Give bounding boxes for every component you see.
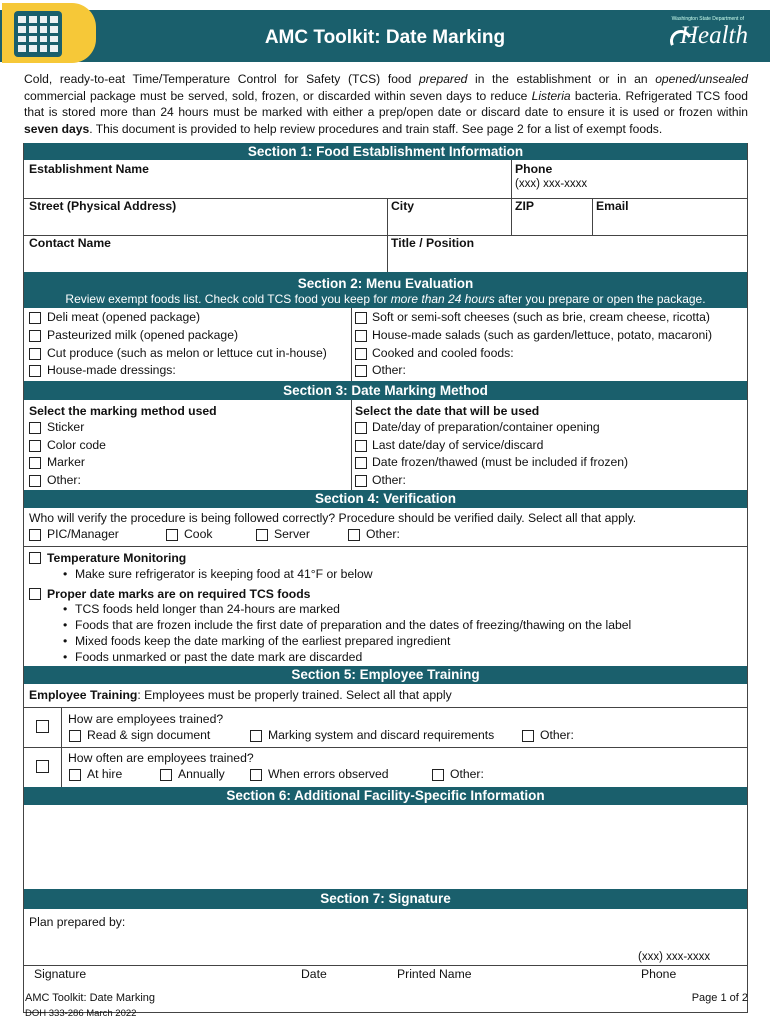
section-3-header: Section 3: Date Marking Method xyxy=(24,381,747,400)
training-frequency-question: How often are employees trained? xyxy=(68,751,254,765)
option-soft-cheeses: Soft or semi-soft cheeses (such as brie, cream cheese, ricotta) xyxy=(372,310,710,324)
option-frozen-date: Date frozen/thawed (must be included if frozen) xyxy=(372,455,629,469)
footer-doc-number: DOH 333-286 March 2022 xyxy=(25,1008,137,1019)
option-marking-system: Marking system and discard requirements xyxy=(268,728,495,742)
option-cook: Cook xyxy=(184,527,213,541)
footer-page-number: Page 1 of 2 xyxy=(691,992,748,1004)
signature-phone-format: (xxx) xxx-xxxx xyxy=(638,951,711,963)
checkbox-training-method[interactable] xyxy=(36,720,49,733)
intro-paragraph: Cold, ready-to-eat Time/Temperature Control for Safety (TCS) food prepared in the establishment or in an opened/unsealed commercial package must be served, sold, frozen, or discarded within seven days to reduce Listeria bacteria. Refrigerated TCS food that is stored more than 24 hours must be marked with either a prep/open date or discard date to ensure it is used or frozen within seven days. This document is provided to help review procedures and train staff. See page 2 for a list of exempt foods. xyxy=(24,72,748,136)
section-5-header: Section 5: Employee Training xyxy=(24,666,747,684)
checkbox-marker[interactable] xyxy=(29,457,41,469)
option-house-made-dressings: House-made dressings: xyxy=(47,363,176,377)
checkbox-other-training[interactable] xyxy=(522,730,534,742)
checkbox-other-date[interactable] xyxy=(355,475,367,487)
checkbox-deli-meat[interactable] xyxy=(29,312,41,324)
option-read-sign: Read & sign document xyxy=(87,728,211,742)
option-other-verifier: Other: xyxy=(366,527,400,541)
option-marker: Marker xyxy=(47,455,85,469)
option-at-hire: At hire xyxy=(87,767,123,781)
option-prep-date: Date/day of preparation/container opening xyxy=(372,420,600,434)
checkbox-color-code[interactable] xyxy=(29,440,41,452)
zip-label[interactable]: ZIP xyxy=(515,199,534,213)
checkbox-prep-date[interactable] xyxy=(355,422,367,434)
checkbox-pasteurized-milk[interactable] xyxy=(29,330,41,342)
checkbox-read-sign[interactable] xyxy=(69,730,81,742)
signature-phone-label[interactable]: Phone xyxy=(641,967,677,981)
checkbox-marking-system[interactable] xyxy=(250,730,262,742)
checkbox-training-frequency[interactable] xyxy=(36,760,49,773)
checkbox-other-menu[interactable] xyxy=(355,365,367,377)
section-7-header: Section 7: Signature xyxy=(24,889,747,909)
page-title: AMC Toolkit: Date Marking xyxy=(264,27,506,48)
checkbox-temperature-monitoring[interactable] xyxy=(29,552,41,564)
option-other-menu: Other: xyxy=(372,363,406,377)
printed-name-label[interactable]: Printed Name xyxy=(397,967,472,981)
option-other-method: Other: xyxy=(47,473,81,487)
option-cooked-cooled-foods: Cooked and cooled foods: xyxy=(372,346,514,360)
logo-small-text: Washington State Department of xyxy=(671,16,744,22)
employee-training-intro: Employee Training: Employees must be properly trained. Select all that apply xyxy=(29,688,452,702)
training-method-question: How are employees trained? xyxy=(68,712,224,726)
marking-method-heading: Select the marking method used xyxy=(29,404,217,418)
signature-label[interactable]: Signature xyxy=(34,967,87,981)
date-label[interactable]: Date xyxy=(301,967,327,981)
section-1-header: Section 1: Food Establishment Information xyxy=(24,143,747,160)
email-label[interactable]: Email xyxy=(596,199,629,213)
option-annually: Annually xyxy=(178,767,225,781)
form xyxy=(23,143,748,1013)
checkbox-cooked-cooled-foods[interactable] xyxy=(355,348,367,360)
footer-doc-title: AMC Toolkit: Date Marking xyxy=(25,992,156,1004)
option-discard-date: Last date/day of service/discard xyxy=(372,438,544,452)
temp-item: • Make sure refrigerator is keeping food at 41°F or below xyxy=(75,567,373,581)
section-2-note: Review exempt foods list. Check cold TCS food you keep for more than 24 hours after you prepare or open the package. xyxy=(24,293,747,308)
option-color-code: Color code xyxy=(47,438,106,452)
plan-prepared-label: Plan prepared by: xyxy=(29,915,126,929)
marks-item: • TCS foods held longer than 24-hours are marked xyxy=(75,602,340,616)
option-server: Server xyxy=(274,527,310,541)
checkbox-discard-date[interactable] xyxy=(355,440,367,452)
checkbox-house-made-dressings[interactable] xyxy=(29,365,41,377)
checkbox-sticker[interactable] xyxy=(29,422,41,434)
checkbox-at-hire[interactable] xyxy=(69,769,81,781)
city-label[interactable]: City xyxy=(391,199,415,213)
checkbox-other-verifier[interactable] xyxy=(348,529,360,541)
temperature-monitoring-heading: Temperature Monitoring xyxy=(47,551,187,565)
contact-name-label[interactable]: Contact Name xyxy=(29,236,111,250)
checkbox-frozen-date[interactable] xyxy=(355,457,367,469)
option-pic-manager: PIC/Manager xyxy=(47,527,119,541)
section-4-header: Section 4: Verification xyxy=(24,490,747,508)
option-pasteurized-milk: Pasteurized milk (opened package) xyxy=(47,328,239,342)
section-2-header: Section 2: Menu Evaluation xyxy=(24,272,747,293)
option-other-date: Other: xyxy=(372,473,406,487)
checkbox-cook[interactable] xyxy=(166,529,178,541)
checkbox-house-made-salads[interactable] xyxy=(355,330,367,342)
facility-info-area[interactable] xyxy=(24,805,747,889)
establishment-name-label: Establishment Name xyxy=(29,162,149,176)
checkbox-when-errors[interactable] xyxy=(250,769,262,781)
date-used-heading: Select the date that will be used xyxy=(355,404,540,418)
checkbox-other-frequency[interactable] xyxy=(432,769,444,781)
marks-item: • Mixed foods keep the date marking of the earliest prepared ingredient xyxy=(75,634,450,648)
checkbox-pic-manager[interactable] xyxy=(29,529,41,541)
option-other-frequency: Other: xyxy=(450,767,484,781)
checkbox-other-method[interactable] xyxy=(29,475,41,487)
verify-question: Who will verify the procedure is being followed correctly? Procedure should be verified daily. Select all that apply. xyxy=(29,511,637,525)
option-sticker: Sticker xyxy=(47,420,85,434)
title-position-label[interactable]: Title / Position xyxy=(391,236,475,250)
street-label[interactable]: Street (Physical Address) xyxy=(29,199,177,213)
checkbox-server[interactable] xyxy=(256,529,268,541)
marks-item: • Foods that are frozen include the first date of preparation and the dates of freezing/thawing on the label xyxy=(75,618,631,632)
checkbox-annually[interactable] xyxy=(160,769,172,781)
proper-date-marks-heading: Proper date marks are on required TCS foods xyxy=(47,587,311,601)
checkbox-cut-produce[interactable] xyxy=(29,348,41,360)
option-deli-meat: Deli meat (opened package) xyxy=(47,310,201,324)
checkbox-soft-cheeses[interactable] xyxy=(355,312,367,324)
option-when-errors: When errors observed xyxy=(268,767,389,781)
marks-item: • Foods unmarked or past the date mark are discarded xyxy=(75,650,362,664)
section-6-header: Section 6: Additional Facility-Specific Information xyxy=(24,787,747,805)
option-house-made-salads: House-made salads (such as garden/lettuce, potato, macaroni) xyxy=(372,328,713,342)
health-logo: Health xyxy=(679,22,748,49)
option-other-training: Other: xyxy=(540,728,574,742)
phone-label: Phone xyxy=(515,162,553,176)
option-cut-produce: Cut produce (such as melon or lettuce cut in-house) xyxy=(47,346,327,360)
checkbox-proper-date-marks[interactable] xyxy=(29,588,41,600)
phone-format: (xxx) xxx-xxxx xyxy=(515,178,588,190)
